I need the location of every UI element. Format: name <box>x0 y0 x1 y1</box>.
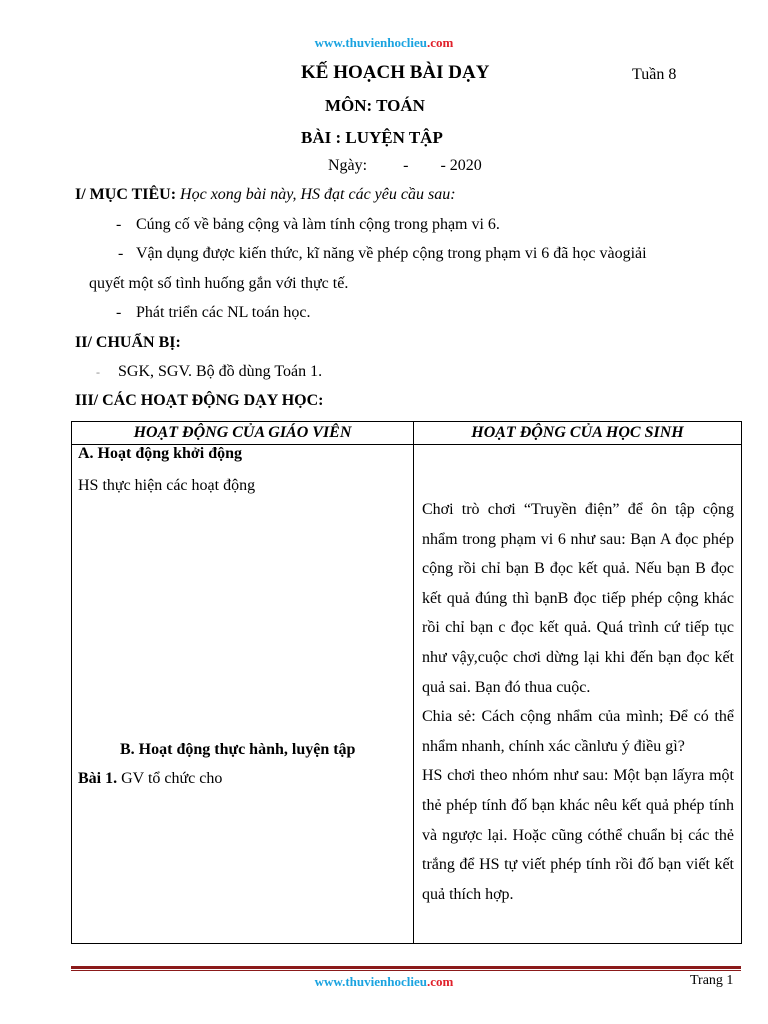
objectives-intro: Học xong bài này, HS đạt các yêu cầu sau: <box>180 186 456 203</box>
footer-divider-thin <box>71 970 741 971</box>
objective-item-continued: quyết một số tình huống gắn với thực tế. <box>89 275 349 292</box>
student-activity-groups: HS chơi theo nhóm như sau: Một bạn lấyra một thẻ phép tính đố bạn khác nêu kết quả phép tính và ngược lại. Hoặc cũng cóthể chuẩn bị các thẻ trắng để HS tự viết phép tính rồi đố bạn viết kết quả thích hợp. <box>422 767 734 903</box>
part-a-text: HS thực hiện các hoạt động <box>78 477 256 494</box>
objectives-line <box>75 186 456 204</box>
document-title: KẾ HOẠCH BÀI DẠY <box>301 62 490 83</box>
student-activity-game: Chơi trò chơi “Truyền điện” để ôn tập cộng nhẩm trong phạm vi 6 như sau: Bạn A đọc phép cộng rồi chỉ bạn B đọc kết quả. Nếu bạn B đọc kết quả đúng thì bạnB đọc tiếp phép cộng khác rồi chỉ bạn c đọc kết quả. Quá trình cứ tiếp tục như vậy,cuộc chơi dừng lại khi đến bạn đọc kết quả sai. Bạn đó thua cuộc. <box>422 501 734 696</box>
lesson-heading: BÀI : LUYỆN TẬP <box>301 128 443 147</box>
page-number: Trang 1 <box>690 973 734 988</box>
site-name: www.thuvienhoclieu <box>314 35 427 50</box>
footer-divider <box>71 966 741 969</box>
objectives-heading: I/ MỤC TIÊU: <box>75 186 177 203</box>
site-name: www.thuvienhoclieu <box>314 974 427 989</box>
date-year: - 2020 <box>440 157 482 174</box>
exercise-1-label: Bài 1. <box>78 770 118 787</box>
site-watermark-top[interactable] <box>0 35 768 51</box>
date-label: Ngày: <box>328 157 368 174</box>
objective-item: - Vận dụng được kiến thức, kĩ năng về phép cộng trong phạm vi 6 đã học vàogiải <box>118 245 647 262</box>
column-header-teacher: HOẠT ĐỘNG CỦA GIÁO VIÊN <box>72 422 414 445</box>
objective-item: - Phát triển các NL toán học. <box>116 304 311 321</box>
week-label: Tuần 8 <box>632 66 677 83</box>
subject-heading: MÔN: TOÁN <box>325 96 425 115</box>
objective-item: - Cúng cố về bảng cộng và làm tính cộng trong phạm vi 6. <box>116 216 500 233</box>
preparation-heading: II/ CHUẨN BỊ: <box>75 334 181 351</box>
student-activity-share: Chia sẻ: Cách cộng nhẩm của mình; Để có thể nhẩm nhanh, chính xác cầnlưu ý điều gì? <box>422 708 734 755</box>
preparation-item: - SGK, SGV. Bộ đồ dùng Toán 1. <box>96 363 323 380</box>
exercise-1-line <box>78 770 222 788</box>
part-b-heading: B. Hoạt động thực hành, luyện tập <box>120 741 356 758</box>
part-a-heading: A. Hoạt động khởi động <box>78 445 243 462</box>
student-cell <box>414 445 742 944</box>
table-row <box>72 445 742 944</box>
date-line <box>328 157 482 175</box>
teacher-cell <box>72 445 414 944</box>
exercise-1-text: GV tổ chức cho <box>117 770 223 787</box>
date-sep-1: - <box>403 157 409 174</box>
activities-table <box>71 421 742 944</box>
activities-heading: III/ CÁC HOẠT ĐỘNG DẠY HỌC: <box>75 392 324 409</box>
table-header-row <box>72 422 742 445</box>
site-watermark-bottom[interactable] <box>0 974 768 990</box>
site-domain: .com <box>426 35 454 50</box>
site-domain: .com <box>426 974 454 989</box>
column-header-student: HOẠT ĐỘNG CỦA HỌC SINH <box>414 422 742 445</box>
